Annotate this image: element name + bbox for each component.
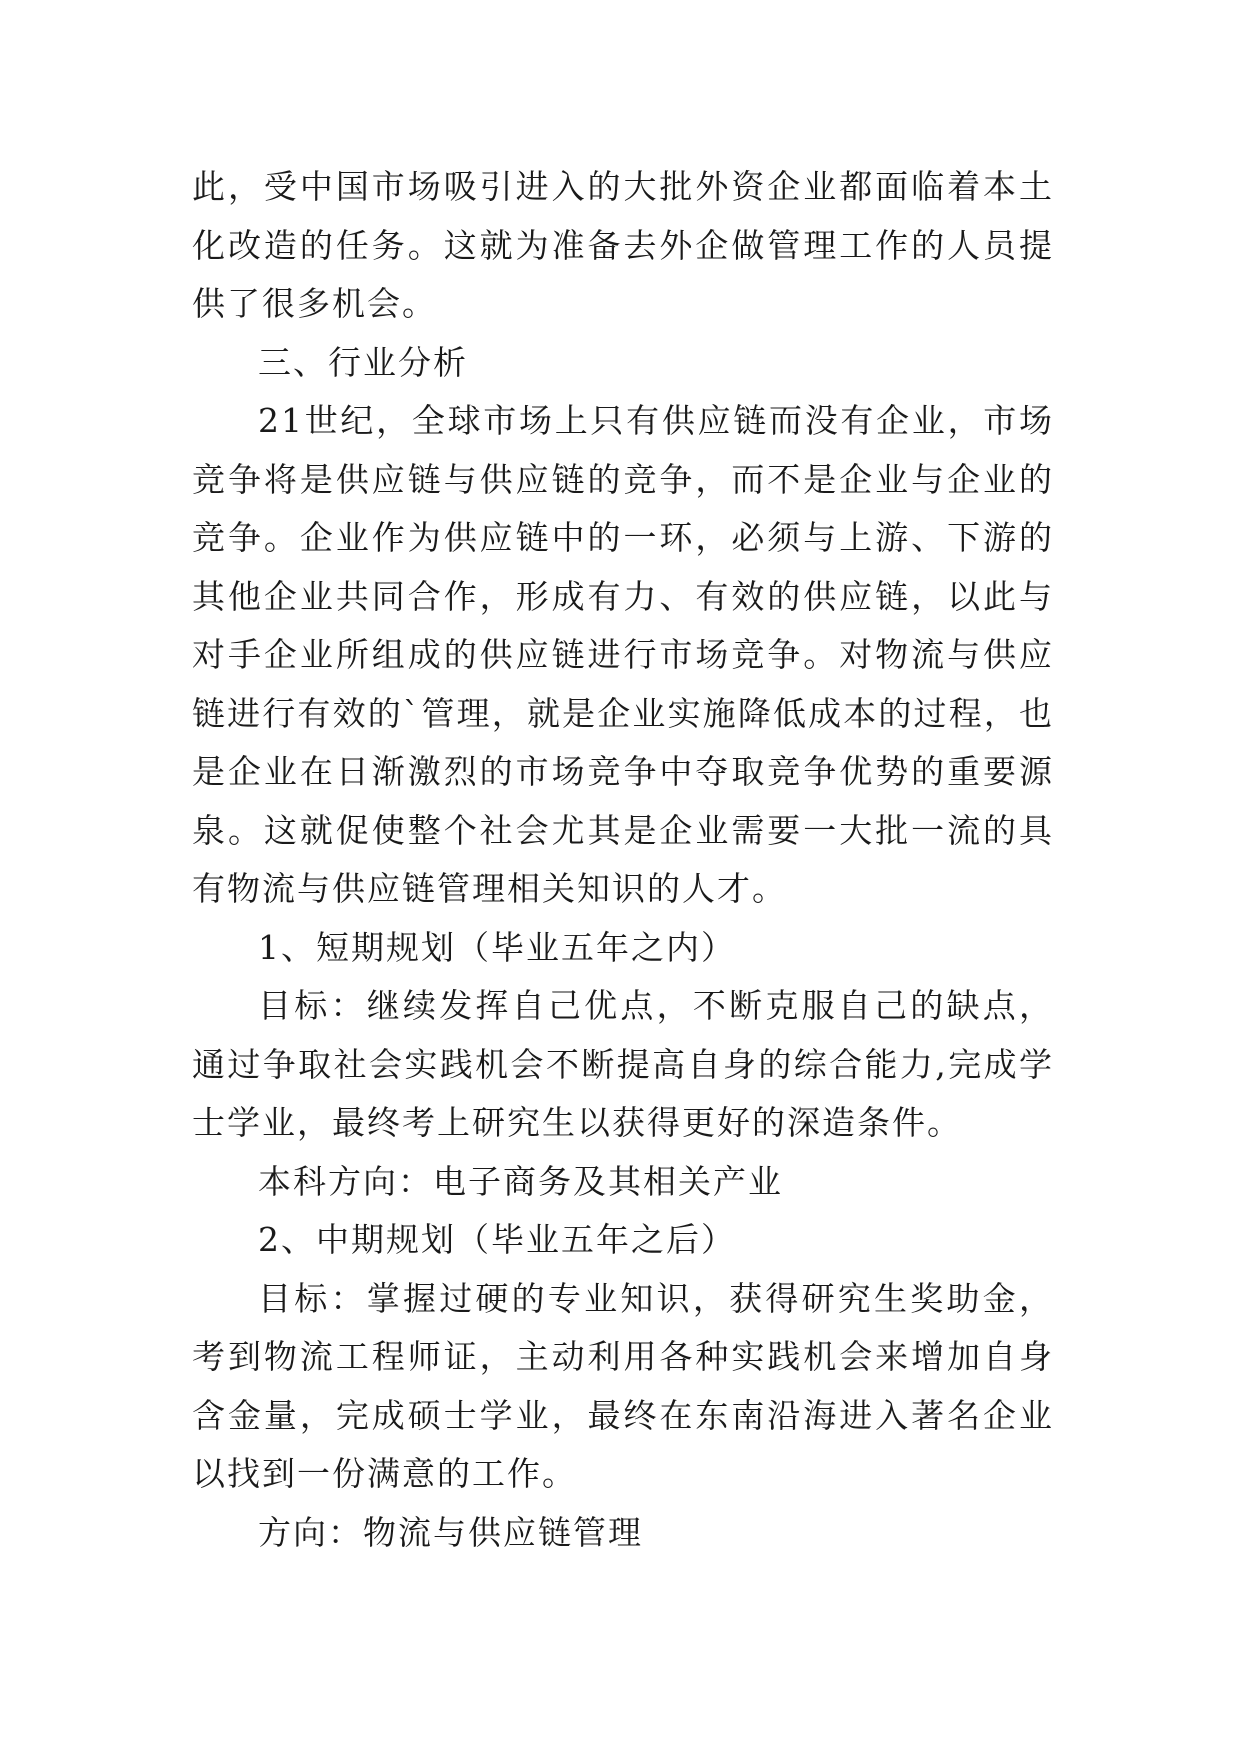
paragraph-undergrad-direction: 本科方向：电子商务及其相关产业: [258, 1161, 783, 1201]
heading-mid-term-plan: 2、中期规划（毕业五年之后）: [258, 1220, 736, 1259]
section-heading-industry-analysis: 三、行业分析: [258, 342, 468, 382]
paragraph-industry-analysis: 21世纪，全球市场上只有供应链而没有企业，市场竞争将是供应链与供应链的竞争，而不是企业与企业的竞争。企业作为供应链中的一环，必须与上游、下游的其他企业共同合作，形成有力、有效的供应链，以此与对手企业所组成的供应链进行市场竞争。对物流与供应链进行有效的`管理，就是企业实施降低成本的过程，也是企业在日渐激烈的市场竞争中夺取竞争优势的重要源泉。这就促使整个社会尤其是企业需要一大批一流的具有物流与供应链管理相关知识的人才。: [192, 401, 1054, 908]
paragraph-short-term-goal: 目标：继续发挥自己优点，不断克服自己的缺点，通过争取社会实践机会不断提高自身的综合能力,完成学士学业，最终考上研究生以获得更好的深造条件。: [192, 986, 1054, 1142]
document-body: [192, 158, 1054, 1562]
paragraph-direction: 方向：物流与供应链管理: [258, 1512, 643, 1552]
paragraph-continuation: 此，受中国市场吸引进入的大批外资企业都面临着本土化改造的任务。这就为准备去外企做管理工作的人员提供了很多机会。: [192, 167, 1054, 323]
heading-short-term-plan: 1、短期规划（毕业五年之内）: [258, 927, 736, 967]
paragraph-mid-term-goal: 目标：掌握过硬的专业知识，获得研究生奖助金，考到物流工程师证，主动利用各种实践机会来增加自身含金量，完成硕士学业，最终在东南沿海进入著名企业以找到一份满意的工作。: [192, 1278, 1054, 1493]
